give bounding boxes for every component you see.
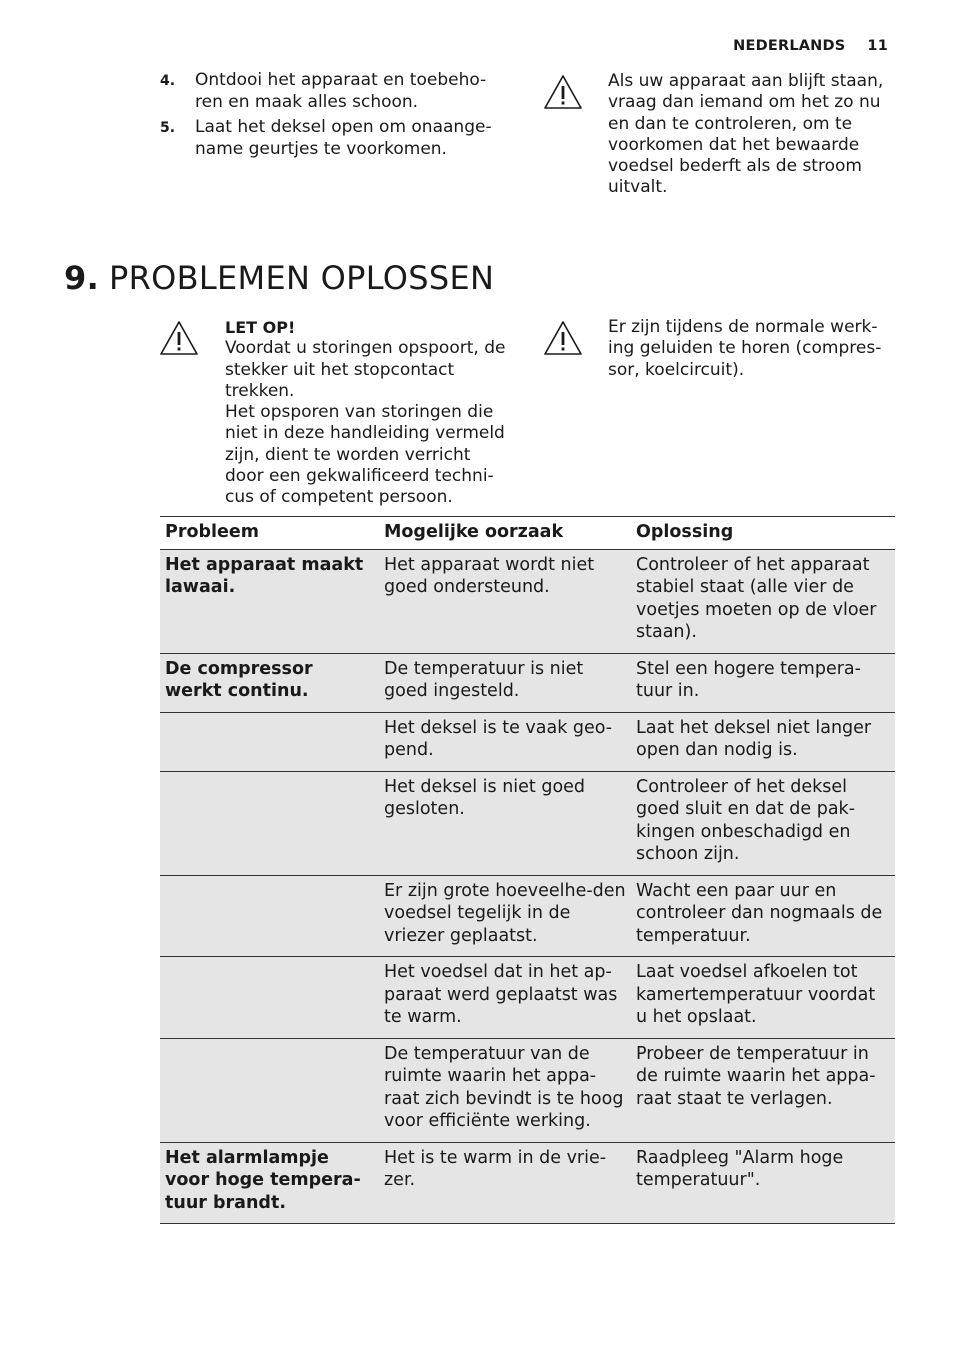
cell-cause: Het is te warm in de vrie-zer. — [379, 1142, 631, 1224]
cell-solution: Controleer of het deksel goed sluit en dat de pak-kingen onbeschadigd en schoon zijn. — [631, 771, 895, 875]
section-title — [64, 258, 494, 298]
page-header — [733, 38, 888, 54]
section-number: 9. — [64, 259, 100, 297]
cell-problem — [160, 875, 379, 957]
step-number: 5. — [160, 120, 176, 136]
table-row — [160, 1142, 895, 1224]
section-heading: PROBLEMEN OPLOSSEN — [109, 259, 495, 297]
cell-problem: De compressor werkt continu. — [160, 653, 379, 712]
cell-problem — [160, 1038, 379, 1142]
warning-triangle-icon — [543, 320, 583, 356]
cell-problem: Het apparaat maakt lawaai. — [160, 549, 379, 653]
cell-solution: Wacht een paar uur en controleer dan nogmaals de temperatuur. — [631, 875, 895, 957]
warning-text: Als uw apparaat aan blijft staan, vraag dan iemand om het zo nu en dan te controleren, om te voorkomen dat het bewaarde voedsel bederft als de stroom uitvalt. — [608, 71, 884, 198]
cell-problem — [160, 712, 379, 771]
cell-cause: Het deksel is te vaak geo-pend. — [379, 712, 631, 771]
cell-cause: De temperatuur is niet goed ingesteld. — [379, 653, 631, 712]
step-number: 4. — [160, 73, 176, 89]
warning-note-noise — [608, 317, 893, 381]
cell-cause: Er zijn grote hoeveelhe-den voedsel tegelijk in de vriezer geplaatst. — [379, 875, 631, 957]
table-header-row — [160, 517, 895, 550]
cell-cause: Het apparaat wordt niet goed ondersteund. — [379, 549, 631, 653]
step-list — [160, 70, 505, 164]
list-item — [160, 117, 505, 160]
cell-problem — [160, 771, 379, 875]
page-number: 11 — [867, 38, 888, 54]
table-row — [160, 875, 895, 957]
list-item — [160, 70, 505, 113]
column-header-cause: Mogelijke oorzaak — [379, 517, 631, 550]
cell-solution: Raadpleeg "Alarm hoge temperatuur". — [631, 1142, 895, 1224]
column-header-problem: Probleem — [160, 517, 379, 550]
troubleshooting-table — [160, 516, 895, 1224]
cell-solution: Probeer de temperatuur in de ruimte waarin het appa-raat staat te verlagen. — [631, 1038, 895, 1142]
table-row — [160, 771, 895, 875]
cell-cause: Het deksel is niet goed gesloten. — [379, 771, 631, 875]
column-header-solution: Oplossing — [631, 517, 895, 550]
warning-note-power — [608, 71, 893, 199]
warning-text: Het opsporen van storingen die niet in deze handleiding vermeld zijn, dient te worden verricht door een gekwalificeerd techni-cus of competent persoon. — [225, 402, 505, 508]
warning-text: Voordat u storingen opspoort, de stekker uit het stopcontact trekken. — [225, 338, 506, 401]
table-row — [160, 712, 895, 771]
cell-problem — [160, 957, 379, 1039]
step-text: Laat het deksel open om onaange-name geurtjes te voorkomen. — [195, 117, 492, 159]
table-row — [160, 653, 895, 712]
header-language: NEDERLANDS — [733, 38, 846, 54]
cell-solution: Controleer of het apparaat stabiel staat (alle vier de voetjes moeten op de vloer staan). — [631, 549, 895, 653]
warning-note-caution — [225, 317, 510, 509]
cell-solution: Laat voedsel afkoelen tot kamertemperatuur voordat u het opslaat. — [631, 957, 895, 1039]
cell-cause: De temperatuur van de ruimte waarin het appa-raat zich bevindt is te hoog voor efficiënte werking. — [379, 1038, 631, 1142]
warning-triangle-icon — [159, 320, 199, 356]
cell-solution: Stel een hogere tempera-tuur in. — [631, 653, 895, 712]
step-text: Ontdooi het apparaat en toebeho-ren en maak alles schoon. — [195, 70, 487, 112]
warning-title: LET OP! — [225, 318, 296, 337]
cell-solution: Laat het deksel niet langer open dan nodig is. — [631, 712, 895, 771]
warning-triangle-icon — [543, 74, 583, 110]
warning-text: Er zijn tijdens de normale werk-ing geluiden te horen (compres-sor, koelcircuit). — [608, 317, 882, 380]
table-row — [160, 1038, 895, 1142]
table-row — [160, 957, 895, 1039]
table-row — [160, 549, 895, 653]
cell-cause: Het voedsel dat in het ap-paraat werd geplaatst was te warm. — [379, 957, 631, 1039]
cell-problem: Het alarmlampje voor hoge tempera-tuur brandt. — [160, 1142, 379, 1224]
